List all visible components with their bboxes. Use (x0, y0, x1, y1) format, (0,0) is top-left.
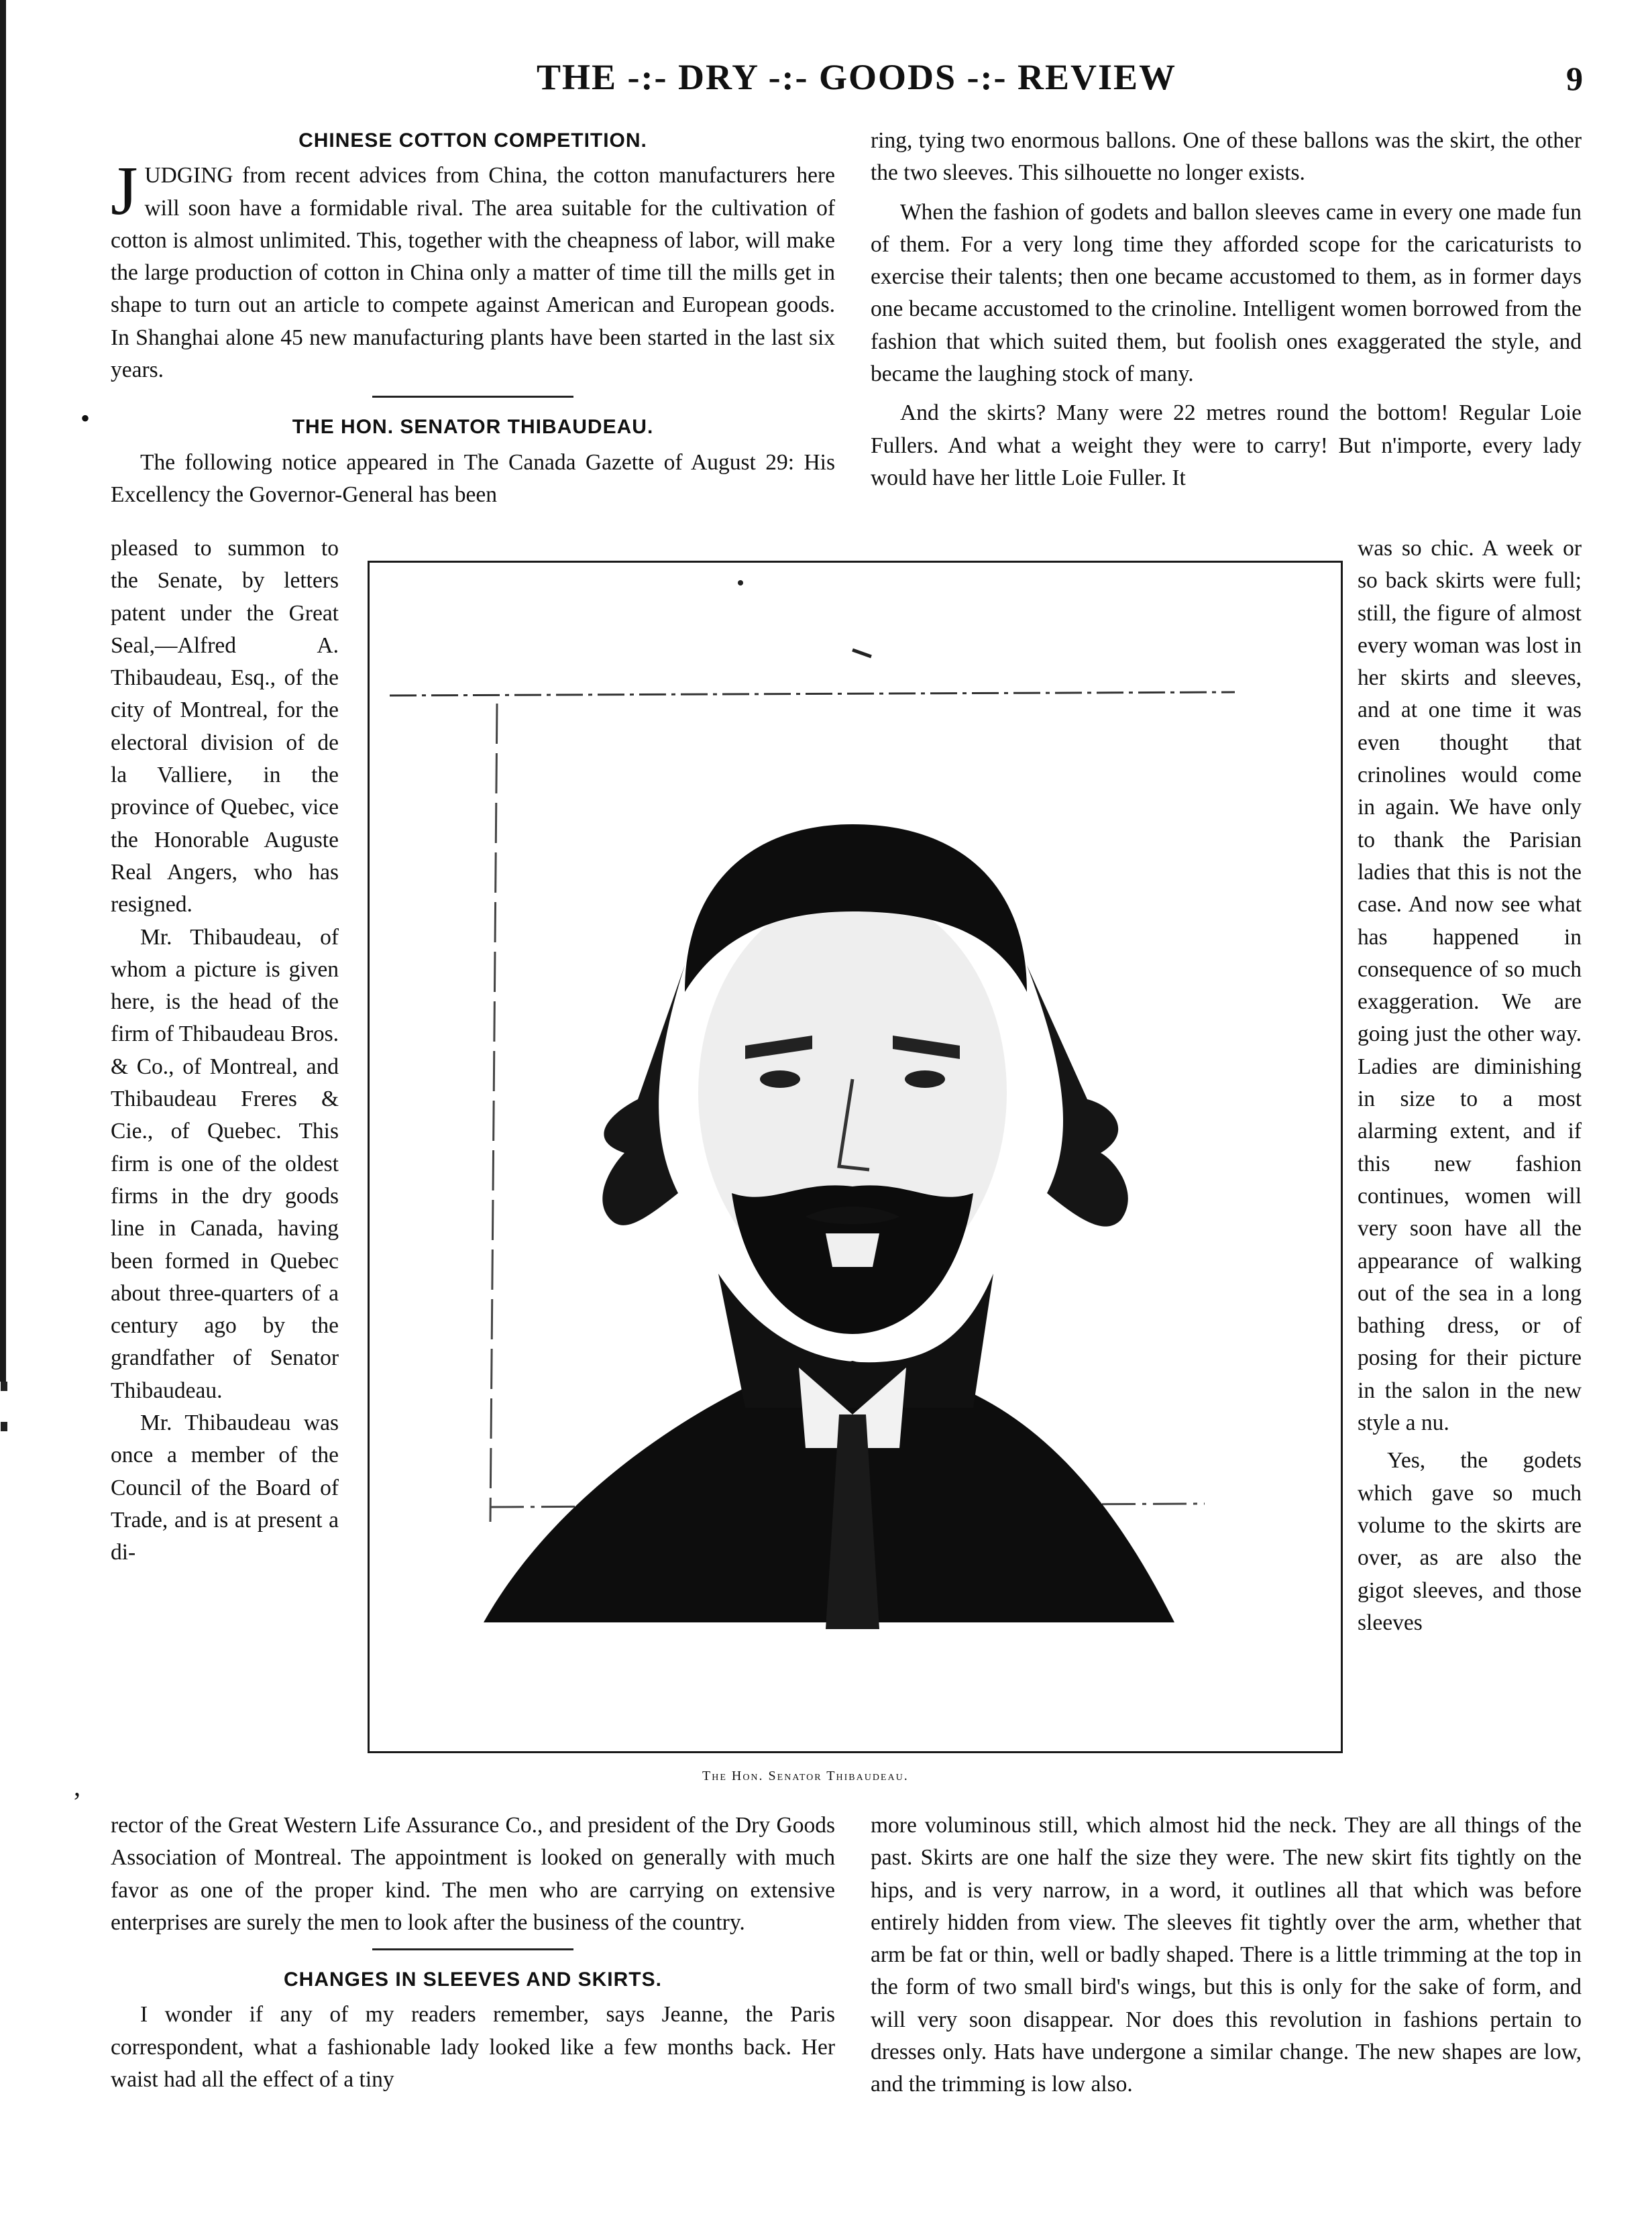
senator-paragraph-firm: Mr. Thibaudeau, of whom a picture is given here, is the head of the firm of Thibaudeau Bros. & Co., of Montreal, and Thibaudeau Freres & Cie., of Quebec. This firm is one of the oldest firms in the dry goods line in Canada, having been formed in Quebec about three-quarters of a century ago by the grandfather of Senator Thibaudeau. (111, 924, 339, 1403)
binding-edge-fragment (1, 1382, 7, 1391)
sleeves-paragraph-godets: When the fashion of godets and ballon sleeves came in every one made fun of them. For a very long time they afforded scope for the caricaturists to exercise their talents; then one became accustomed to them, as in former days one became accustomed to the crinoline. Intelligent women borrowed from the fashion that which suited them, but foolish ones exaggerated the style, and became the laughing stock of many. (871, 199, 1582, 387)
sleeves-paragraph-gigot: Yes, the godets which gave so much volume to the skirts are over, as are also the gigot sleeves, and those sleeves (1358, 1448, 1582, 1635)
left-column-bottom (111, 1810, 835, 2096)
sleeves-paragraph-chic: was so chic. A week or so back skirts were full; still, the figure of almost every woman was lost in her skirts and sleeves, and at one time it was even thought that crinolines would come in again. We have only to thank the Parisian ladies that this is not the case. And now see what has happened in consequence of so much exaggeration. We are going just the other way. Ladies are diminishing in size to a most alarming extent, and if this new fashion continues, women will very soon have all the appearance of walking out of the sea in a long bathing dress, or of posing for their picture in the salon in the new style a nu. (1358, 536, 1582, 1436)
right-column-top (871, 125, 1582, 494)
left-column-top (111, 125, 835, 511)
page-number: 9 (1566, 60, 1583, 97)
page-header (107, 56, 1583, 110)
article-heading-sleeves: CHANGES IN SLEEVES AND SKIRTS. (284, 1968, 662, 1991)
left-narrow-column (111, 533, 339, 1569)
sleeves-paragraph-intro: I wonder if any of my readers remember, says Jeanne, the Paris correspondent, what a fashionable lady looked like a few months back. Her waist had all the effect of a tiny (111, 2002, 835, 2093)
sleeves-paragraph-silhouette: ring, tying two enormous ballons. One of these ballons was the skirt, the other the two sleeves. This silhouette no longer exists. (871, 128, 1582, 186)
senator-paragraph-summons: pleased to summon to the Senate, by letters patent under the Great Seal,—Alfred A. Thibaudeau, Esq., of the city of Montreal, for the electoral division of de la Valliere, in the province of Quebec, vice the Honorable Auguste Real Angers, who has resigned. (111, 536, 339, 918)
senator-portrait-frame (368, 561, 1343, 1753)
margin-speck: , (74, 1771, 80, 1801)
portrait-caption: The Hon. Senator Thibaudeau. (702, 1769, 909, 1783)
right-column-bottom (871, 1810, 1582, 2101)
sleeves-paragraph-past: more voluminous still, which almost hid the neck. They are all things of the past. Skirts are one half the size they were. The new skirt fits tightly on the hips, and is very narrow, in a word, it outlines all that which was before entirely hidden from view. The sleeves fit tightly over the arm, whether that arm be fat or thin, well or badly shaped. There is a little trimming at the top in the form of two small bird's wings, but this is only for the sake of form, and will very soon disappear. Nor does this revolution in fashions pertain to dresses only. Hats have undergone a similar change. The new shapes are low, and the trimming is low also. (871, 1813, 1582, 2097)
article-heading-chinese-cotton: CHINESE COTTON COMPETITION. (298, 129, 647, 152)
journal-title: THE -:- DRY -:- GOODS -:- REVIEW (537, 57, 1177, 97)
section-divider (372, 396, 573, 398)
senator-paragraph-director: rector of the Great Western Life Assurance Co., and president of the Dry Goods Association of Montreal. The appointment is looked on generally with much favor as one of the proper kind. The men who are carrying on extensive enterprises are surely the men to look after the business of the country. (111, 1813, 835, 1935)
senator-portrait-image (370, 563, 1341, 1751)
senator-paragraph-intro: The following notice appeared in The Canada Gazette of August 29: His Excellency the Governor-General has been (111, 449, 835, 507)
senator-paragraph-council: Mr. Thibaudeau was once a member of the Council of the Board of Trade, and is at present a di- (111, 1410, 339, 1565)
sleeves-paragraph-skirts: And the skirts? Many were 22 metres round the bottom! Regular Loie Fullers. And what a weight they were to carry! But n'importe, every lady would have her little Loie Fuller. It (871, 400, 1582, 490)
section-divider (372, 1948, 573, 1950)
binding-edge (0, 0, 6, 1382)
article-chinese-cotton-body: JUDGING from recent advices from China, the cotton manufacturers here will soon have a formidable rival. The area suitable for the cultivation of cotton is almost unlimited. This, together with the cheapness of labor, will make the large production of cotton in China only a matter of time till the mills get in shape to turn out an article to compete against American and European goods. In Shanghai alone 45 new manufacturing plants have been started in the last six years. (111, 152, 835, 383)
article-heading-senator: THE HON. SENATOR THIBAUDEAU. (292, 416, 654, 439)
drop-cap: J (111, 152, 138, 230)
right-narrow-column (1358, 533, 1582, 1639)
margin-speck: • (80, 403, 91, 433)
binding-edge-fragment (1, 1422, 7, 1431)
